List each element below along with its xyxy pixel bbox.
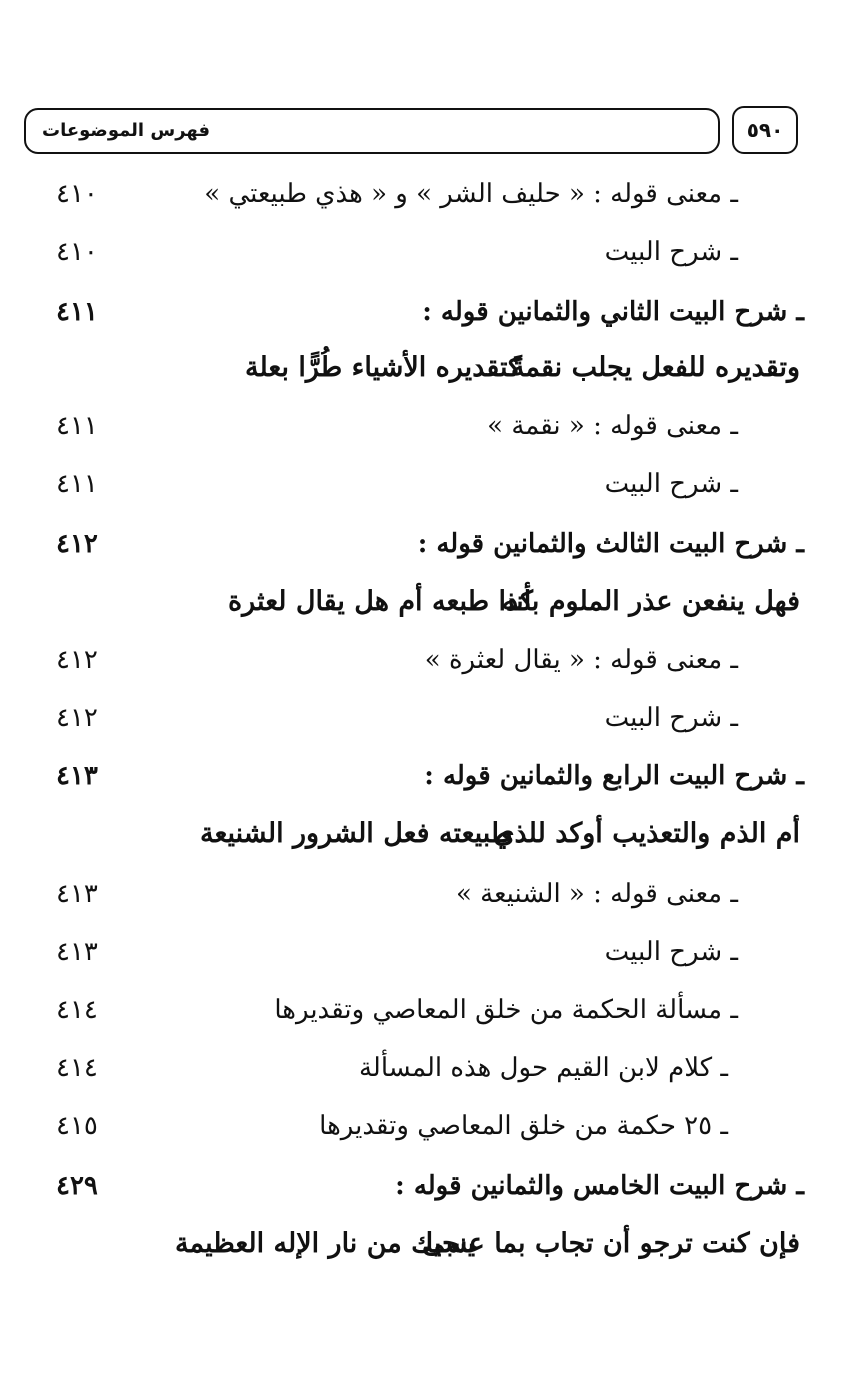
toc-entry-text: ـ شرح البيت الثالث والثمانين قوله : xyxy=(417,529,804,559)
toc-entry-text: ـ مسألة الحكمة من خلق المعاصي وتقديرها xyxy=(274,995,738,1025)
toc-entry xyxy=(40,1042,810,1094)
running-header-title: فهرس الموضوعات xyxy=(42,120,211,141)
verse-second-hemistich: طبيعته فعل الشرور الشنيعة xyxy=(200,818,513,849)
toc-entry-text: ـ شرح البيت xyxy=(604,703,738,733)
toc-entry-text: ـ شرح البيت الثاني والثمانين قوله : xyxy=(422,297,804,327)
toc-entry-page: ٤١١ xyxy=(56,469,98,499)
toc-entry-page: ٤١٢ xyxy=(56,645,98,675)
toc-entry xyxy=(40,984,810,1036)
toc-entry-page: ٤١٣ xyxy=(56,879,98,909)
toc-entry-page: ٤١٢ xyxy=(56,703,98,733)
toc-entry xyxy=(40,868,810,920)
toc-entry-page: ٤١٣ xyxy=(56,937,98,967)
toc-entry xyxy=(40,634,810,686)
toc-entry-text: ـ معنى قوله : « حليف الشر » و « هذي طبيعتي » xyxy=(204,179,738,209)
toc-entry-section xyxy=(40,750,810,802)
toc-entry-page: ٤١٥ xyxy=(56,1111,98,1141)
verse-first-hemistich: فهل ينفعن عذر الملوم بأنه xyxy=(501,586,800,617)
page-number: ٥٩٠ xyxy=(732,106,798,154)
toc-entry xyxy=(40,926,810,978)
verse-first-hemistich: فإن كنت ترجو أن تجاب بما عسى xyxy=(422,1228,800,1259)
toc-entry-page: ٤١٤ xyxy=(56,995,98,1025)
verse-line xyxy=(40,1218,810,1270)
toc-entry xyxy=(40,226,810,278)
verse-second-hemistich: ينجيك من نار الإله العظيمة xyxy=(175,1228,476,1259)
verse-second-hemistich: كتقديره الأشياء طُرًّا بعلة xyxy=(245,352,522,383)
toc-entry-section xyxy=(40,518,810,570)
verse-second-hemistich: كذا طبعه أم هل يقال لعثرة xyxy=(228,586,534,617)
toc-entry-text: ـ شرح البيت xyxy=(604,937,738,967)
toc-entry-text: ـ معنى قوله : « الشنيعة » xyxy=(455,879,738,909)
toc-entry-page: ٤١١ xyxy=(56,297,98,327)
toc-entry xyxy=(40,458,810,510)
toc-entry-text: ـ شرح البيت الرابع والثمانين قوله : xyxy=(424,761,804,791)
toc-entry-page: ٤١٠ xyxy=(56,237,98,267)
toc-entry xyxy=(40,168,810,220)
toc-entry-text: ـ معنى قوله : « نقمة » xyxy=(487,411,738,441)
toc-entry-section xyxy=(40,286,810,338)
toc-entry-text: ـ كلام لابن القيم حول هذه المسألة xyxy=(358,1053,728,1083)
verse-first-hemistich: وتقديره للفعل يجلب نقمةً xyxy=(510,352,800,383)
verse-line xyxy=(40,342,810,394)
toc-entry-page: ٤١٤ xyxy=(56,1053,98,1083)
running-header-title-box xyxy=(24,108,720,154)
toc-entry-section xyxy=(40,1160,810,1212)
toc-entry-page: ٤١١ xyxy=(56,411,98,441)
toc-entry xyxy=(40,692,810,744)
toc-entry-page: ٤١٢ xyxy=(56,529,98,559)
toc-entry-page: ٤١٠ xyxy=(56,179,98,209)
toc-entry-page: ٤٢٩ xyxy=(56,1171,98,1201)
toc-entry-text: ـ شرح البيت xyxy=(604,237,738,267)
toc-entry-text: ـ ٢٥ حكمة من خلق المعاصي وتقديرها xyxy=(319,1111,728,1141)
toc-entry-text: ـ معنى قوله : « يقال لعثرة » xyxy=(424,645,738,675)
verse-first-hemistich: أم الذم والتعذيب أوكد للذي xyxy=(493,818,800,849)
verse-line xyxy=(40,808,810,860)
toc-entry xyxy=(40,400,810,452)
toc-entry xyxy=(40,1100,810,1152)
toc-entry-page: ٤١٣ xyxy=(56,761,98,791)
toc-entry-text: ـ شرح البيت xyxy=(604,469,738,499)
toc-entry-text: ـ شرح البيت الخامس والثمانين قوله : xyxy=(395,1171,804,1201)
verse-line xyxy=(40,576,810,628)
